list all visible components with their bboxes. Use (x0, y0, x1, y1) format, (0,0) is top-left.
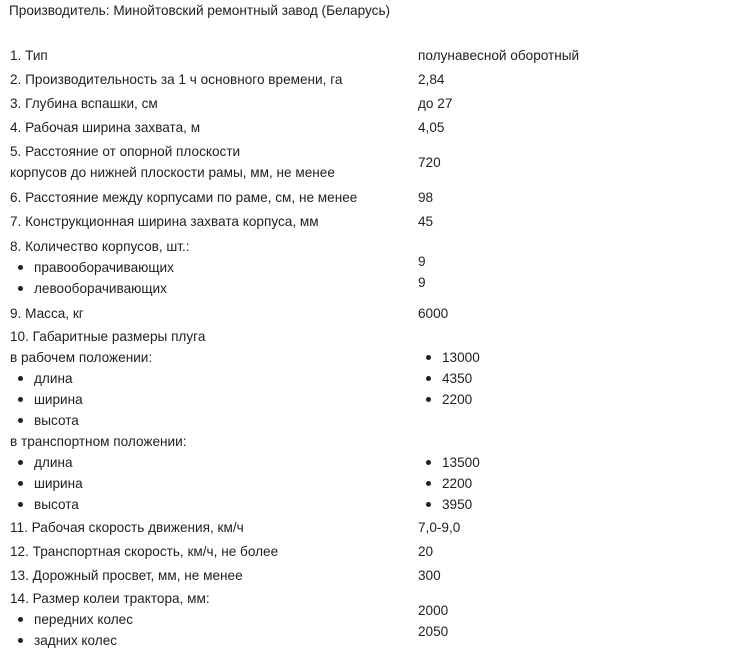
spec-row-body-spacing (10, 185, 650, 209)
spec-label: 7. Конструкционная ширина захвата корпуса, мм (10, 213, 319, 229)
list-item: ширина (10, 389, 418, 410)
spacer (418, 431, 650, 452)
spec-row-transport-speed (10, 539, 650, 563)
list-item: 2200 (418, 473, 650, 494)
list-item: правооборачивающих (10, 257, 418, 278)
spec-row-clearance-frame (10, 139, 650, 185)
spec-row-body-width (10, 209, 650, 233)
spec-label (10, 233, 418, 301)
list-item: 13500 (418, 452, 650, 473)
list-item: высота (10, 494, 418, 515)
spec-value: полунавесной оборотный (418, 47, 580, 63)
spec-label-line: в транспортном положении: (10, 434, 187, 449)
spec-value: 2,84 (418, 71, 445, 87)
spec-label-line: 8. Количество корпусов, шт.: (10, 238, 190, 254)
spec-row-type (10, 43, 650, 67)
spec-label: 3. Глубина вспашки, см (10, 95, 158, 111)
spec-row-track-size (10, 587, 650, 651)
spec-label: 11. Рабочая скорость движения, км/ч (10, 519, 244, 535)
spec-label: 1. Тип (10, 47, 48, 63)
manufacturer-line: Производитель: Минойтовский ремонтный завод (Беларусь) (9, 3, 391, 18)
spec-value: 45 (418, 213, 434, 229)
spec-row-productivity (10, 67, 650, 91)
bullet-list (10, 609, 418, 651)
bullet-list (10, 452, 418, 515)
spec-row-ground-clearance (10, 563, 650, 587)
spec-label: 12. Транспортная скорость, км/ч, не более (10, 543, 279, 559)
list-item: левооборачивающих (10, 278, 418, 299)
spec-value-line: 2050 (418, 624, 449, 639)
list-item: 2200 (418, 389, 650, 410)
spec-value-line: 9 (418, 254, 426, 269)
spec-label: 9. Масса, кг (10, 305, 84, 321)
spec-label-line: 14. Размер колеи трактора, мм: (10, 590, 210, 606)
spec-value: 300 (418, 567, 441, 583)
spec-row-width (10, 115, 650, 139)
list-item: задних колес (10, 630, 418, 651)
list-item: ширина (10, 473, 418, 494)
spec-value: 98 (418, 189, 434, 205)
spec-row-depth (10, 91, 650, 115)
spec-value (418, 233, 650, 301)
spec-value (418, 587, 650, 651)
list-item: высота (10, 410, 418, 431)
bullet-list (10, 257, 418, 299)
spec-label-line: в рабочем положении: (10, 350, 153, 365)
spec-label: 13. Дорожный просвет, мм, не менее (10, 567, 243, 583)
spec-value: 720 (418, 154, 441, 170)
spec-row-work-speed (10, 515, 650, 539)
spec-value: 4,05 (418, 119, 445, 135)
spec-label-line: 5. Расстояние от опорной плоскости (10, 144, 241, 159)
spec-label (10, 325, 418, 515)
list-item: 4350 (418, 368, 650, 389)
spec-value: 20 (418, 543, 434, 559)
spec-value (418, 325, 650, 515)
spec-label: 6. Расстояние между корпусами по раме, см, не менее (10, 189, 358, 205)
bullet-list (418, 347, 650, 410)
list-item: длина (10, 452, 418, 473)
list-item: длина (10, 368, 418, 389)
spec-value-line: 2000 (418, 603, 449, 618)
list-item: 13000 (418, 347, 650, 368)
list-item: передних колес (10, 609, 418, 630)
spec-value-line: 9 (418, 275, 426, 290)
bullet-list (10, 368, 418, 431)
spec-label: 4. Рабочая ширина захвата, м (10, 119, 201, 135)
list-item: 3950 (418, 494, 650, 515)
spec-row-dimensions (10, 325, 650, 515)
bullet-list (418, 452, 650, 515)
spec-row-body-count (10, 233, 650, 301)
spec-label (10, 587, 418, 651)
spec-value: до 27 (418, 95, 453, 111)
spec-label: 2. Производительность за 1 ч основного времени, га (10, 71, 343, 87)
specs-table (10, 43, 650, 651)
spec-label-line: 10. Габаритные размеры плуга (10, 329, 206, 344)
spec-row-mass (10, 301, 650, 325)
spec-label-line: корпусов до нижней плоскости рамы, мм, не менее (10, 165, 335, 180)
spec-value: 6000 (418, 305, 449, 321)
spacer (418, 410, 650, 431)
spec-value: 7,0-9,0 (418, 519, 461, 535)
spec-label (10, 139, 418, 185)
